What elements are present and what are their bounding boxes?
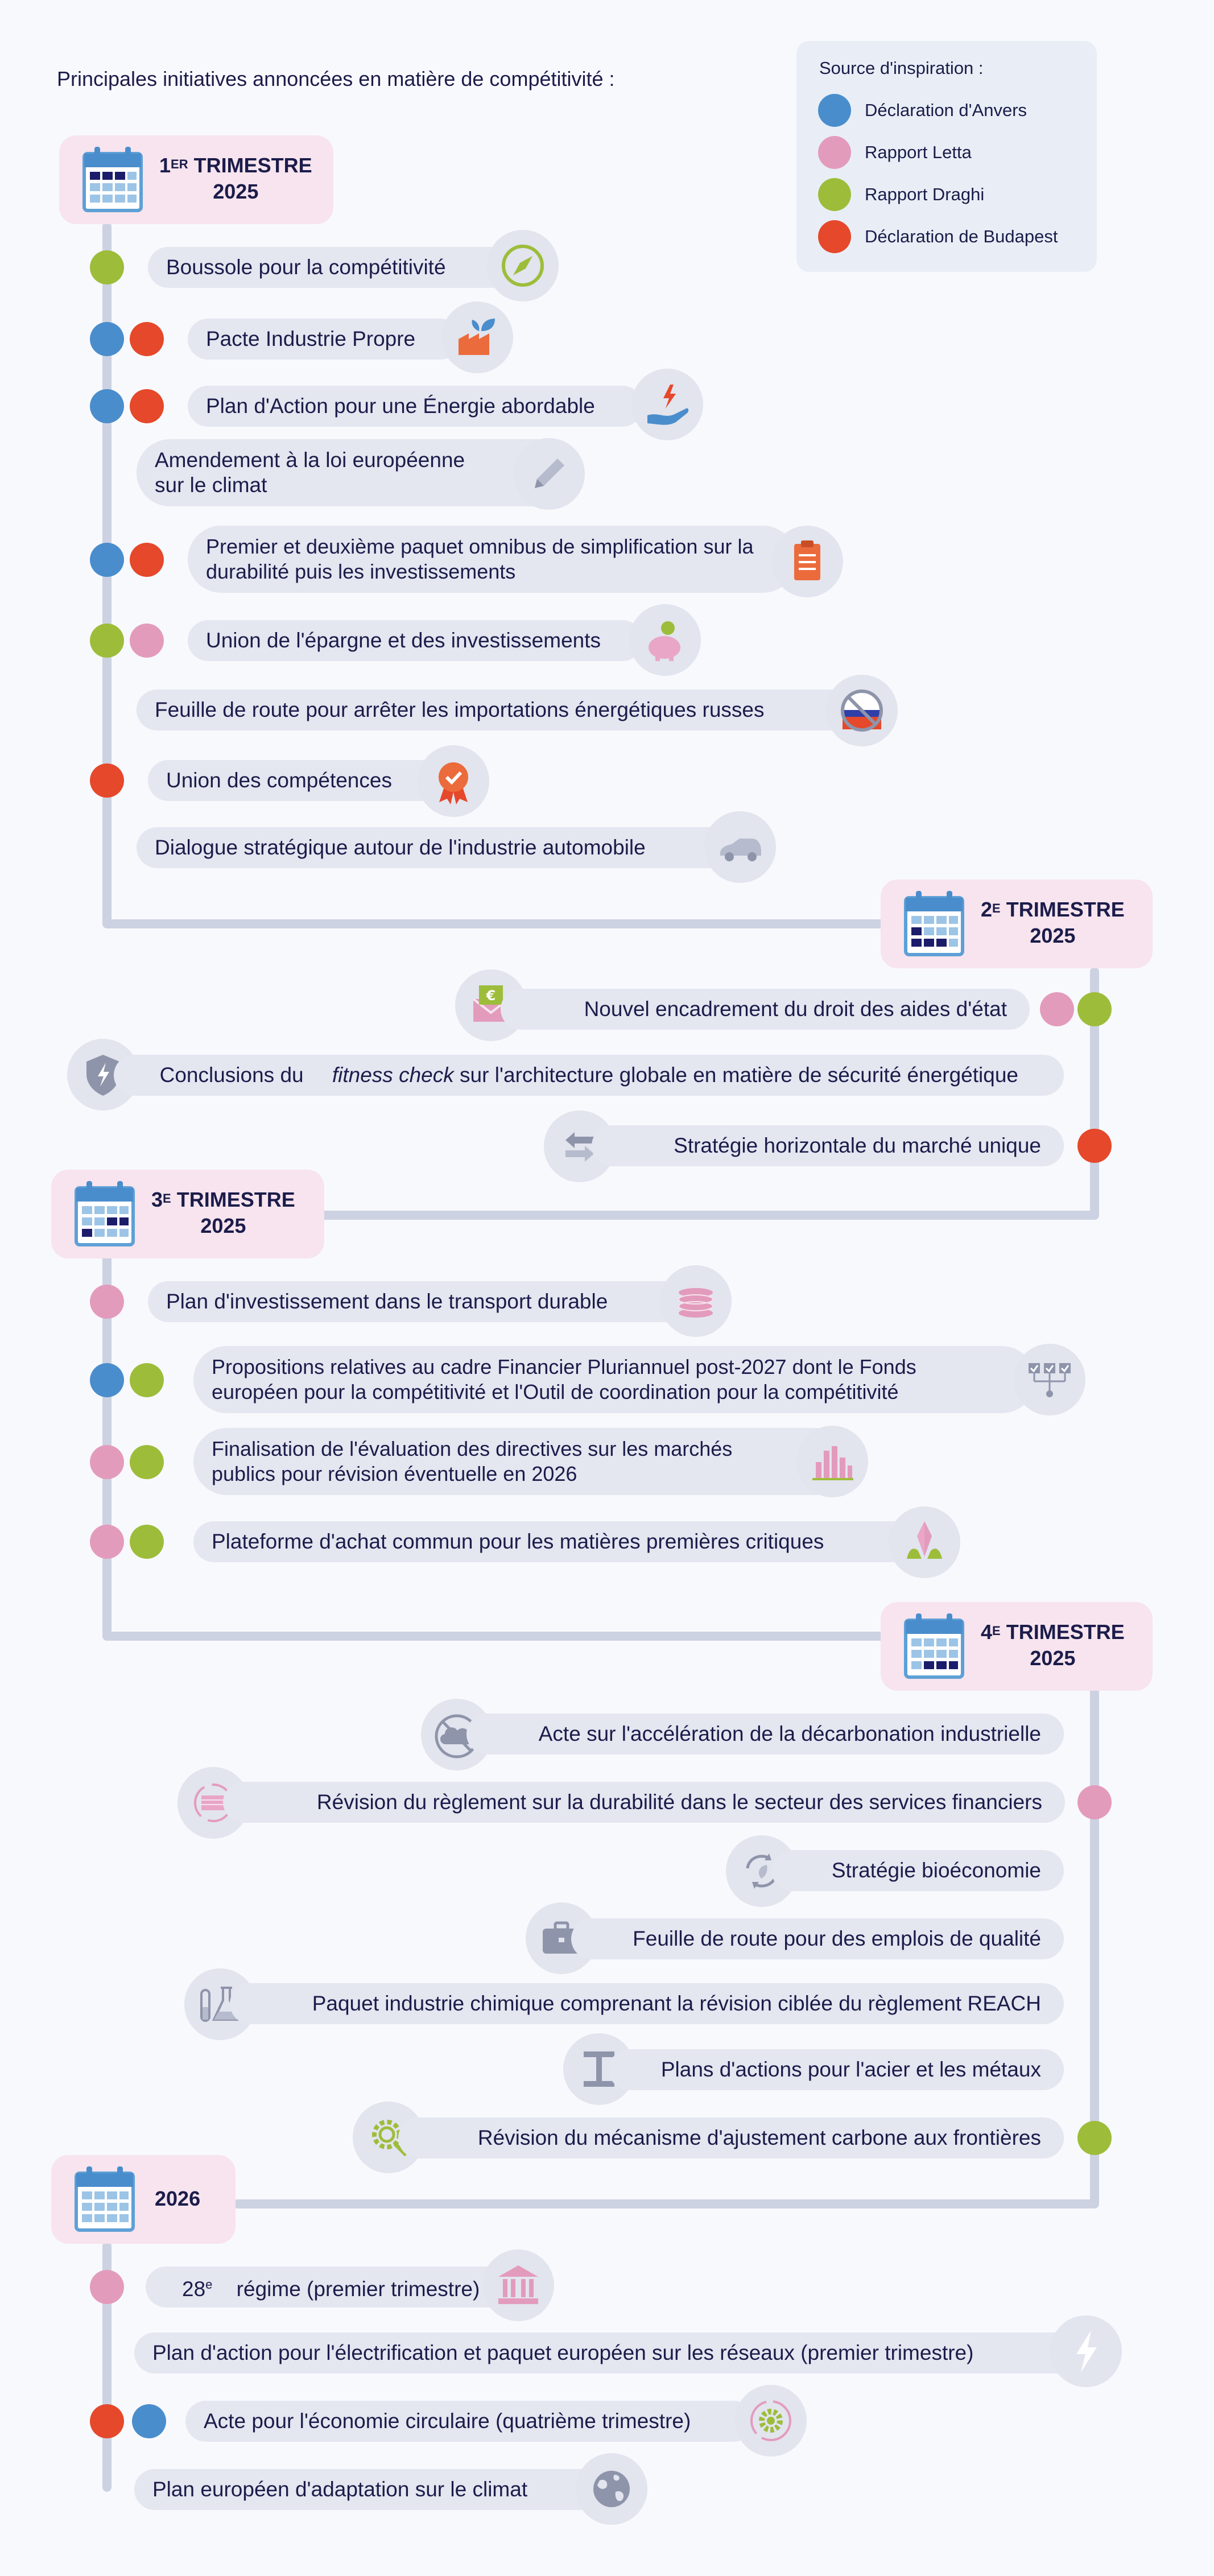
initiative-pill: Révision du mécanisme d'ajustement carbone aux frontières <box>398 2117 1064 2158</box>
pencil-icon <box>513 438 585 510</box>
source-dot-budapest <box>90 2404 124 2438</box>
clipboard-icon <box>771 526 843 597</box>
source-dot-budapest <box>130 543 164 577</box>
source-dot-anvers <box>90 1363 124 1397</box>
checklist-network-icon <box>1014 1344 1085 1415</box>
source-dot-letta <box>90 1525 124 1559</box>
initiative-pill <box>114 1055 1064 1096</box>
initiative-label: Conclusions du fitness check sur l'architecture globale en matière de sécurité énergétique <box>159 1063 1018 1087</box>
globe-icon <box>576 2453 647 2525</box>
calendar-icon <box>74 1180 135 1247</box>
source-dot-letta <box>90 2270 124 2304</box>
source-dot-letta <box>90 1445 124 1479</box>
quarter-badge-q1 <box>59 135 333 224</box>
piggy-bank-icon <box>629 604 701 676</box>
initiative-pill: Propositions relatives au cadre Financier Pluriannuel post-2027 dont le Fonds européen pour la compétitivité et l'Outil de coordination pour la compétitivité <box>193 1346 1035 1413</box>
initiative-pill: Boussole pour la compétitivité <box>148 247 512 288</box>
lightning-icon <box>1050 2315 1122 2387</box>
legend-item-anvers <box>818 93 1027 127</box>
initiative-pill: Dialogue stratégique autour de l'industrie automobile <box>137 827 768 868</box>
svg-text:€: € <box>486 988 496 1004</box>
car-icon <box>704 811 776 883</box>
quarter-badge-q3 <box>51 1170 324 1258</box>
initiative-pill: Plateforme d'achat commun pour les matières premières critiques <box>193 1521 944 1562</box>
initiative-pill: Plan d'Action pour une Énergie abordable <box>188 386 643 427</box>
source-dot-draghi <box>90 250 124 284</box>
initiative-pill: Feuille de route pour des emplois de qualité <box>571 1918 1064 1959</box>
legend-item-draghi <box>818 177 984 212</box>
legend-swatch <box>818 136 851 169</box>
initiative-pill: Amendement à la loi européenne sur le climat <box>137 439 575 506</box>
initiative-pill: Premier et deuxième paquet omnibus de simplification sur la durabilité puis les investissements <box>188 526 796 593</box>
legend <box>796 41 1097 272</box>
intro-heading: Principales initiatives annoncées en matière de compétitivité : <box>57 67 615 90</box>
initiative-label: 28e régime (premier trimestre) <box>182 2277 480 2301</box>
bar-chart-icon <box>796 1426 868 1497</box>
russia-flag-ban-icon <box>826 675 898 746</box>
legend-label: Déclaration d'Anvers <box>865 100 1027 120</box>
legend-label: Rapport Draghi <box>865 184 985 204</box>
quarter-badge-q2 <box>881 880 1153 968</box>
initiative-pill: Nouvel encadrement du droit des aides d'état <box>501 989 1030 1030</box>
source-dot-budapest <box>130 322 164 356</box>
energy-hand-icon <box>631 369 703 440</box>
source-dot-draghi <box>90 624 124 658</box>
quarter-label: 1ER TRIMESTRE 2025 <box>159 154 312 203</box>
source-dot-anvers <box>90 322 124 356</box>
timeline-line <box>319 1211 1099 1220</box>
legend-item-letta <box>818 135 972 170</box>
coins-icon <box>660 1265 732 1337</box>
quarter-label: $2^E$ TRIMESTRE 2025 <box>981 898 1125 947</box>
timeline-line <box>233 2199 1099 2208</box>
legend-swatch <box>818 220 851 253</box>
timeline-line <box>102 1632 887 1641</box>
source-dot-draghi <box>1077 992 1112 1026</box>
initiative-pill: Pacte Industrie Propre <box>188 319 461 360</box>
initiative-pill: Plan d'action pour l'électrification et paquet européen sur les réseaux (premier trimestre) <box>134 2333 1101 2373</box>
quarter-label: $3^E$ TRIMESTRE 2025 <box>151 1188 295 1237</box>
timeline-line <box>102 919 887 928</box>
initiative-pill: Union des compétences <box>148 760 466 801</box>
source-dot-draghi <box>130 1363 164 1397</box>
factory-icon <box>441 302 513 373</box>
compass-icon <box>487 230 559 302</box>
initiative-pill: Paquet industrie chimique comprenant la révision ciblée du règlement REACH <box>230 1983 1064 2024</box>
quarter-badge-q4 <box>881 1602 1153 1691</box>
source-dot-budapest <box>1077 1129 1112 1163</box>
source-dot-letta <box>1077 1785 1112 1819</box>
gear-cycle-icon <box>735 2385 807 2457</box>
source-dot-draghi <box>130 1445 164 1479</box>
legend-swatch <box>818 94 851 127</box>
initiative-pill: Plan d'investissement dans le transport durable <box>148 1281 694 1322</box>
legend-swatch <box>818 178 851 211</box>
source-dot-budapest <box>90 763 124 798</box>
calendar-icon <box>903 1612 965 1679</box>
quarter-label: 2026 <box>155 2187 201 2210</box>
source-dot-anvers <box>90 543 124 577</box>
quarter-badge-2026 <box>51 2155 236 2244</box>
initiative-pill: Stratégie bioéconomie <box>771 1850 1064 1891</box>
legend-title: Source d'inspiration : <box>819 58 984 78</box>
source-dot-draghi <box>130 1525 164 1559</box>
initiative-pill <box>146 2267 510 2307</box>
initiative-pill: Acte pour l'économie circulaire (quatrième trimestre) <box>185 2401 754 2442</box>
initiative-pill: Finalisation de l'évaluation des directives sur les marchés publics pour révision éventuelle en 2026 <box>193 1428 848 1495</box>
source-dot-anvers <box>132 2404 166 2438</box>
source-dot-anvers <box>90 389 124 423</box>
initiative-pill: Acte sur l'accélération de la décarbonation industrielle <box>466 1714 1064 1755</box>
initiative-pill: Stratégie horizontale du marché unique <box>592 1125 1064 1166</box>
legend-item-budapest <box>818 220 1058 254</box>
legend-label: Rapport Letta <box>865 142 972 162</box>
source-dot-draghi <box>1077 2121 1112 2155</box>
calendar-icon <box>74 2165 135 2232</box>
source-dot-letta <box>90 1285 124 1319</box>
award-icon <box>418 745 489 817</box>
initiative-pill: Plan européen d'adaptation sur le climat <box>134 2469 635 2510</box>
source-dot-letta <box>1040 992 1074 1026</box>
source-dot-budapest <box>130 389 164 423</box>
crystal-icon <box>889 1506 960 1578</box>
source-dot-letta <box>130 624 164 658</box>
legend-label: Déclaration de Budapest <box>865 226 1058 246</box>
initiative-pill: Union de l'épargne et des investissements <box>188 620 643 661</box>
initiative-pill: Feuille de route pour arrêter les importations énergétiques russes <box>137 690 876 730</box>
initiative-pill: Révision du règlement sur la durabilité dans le secteur des services financiers <box>223 1782 1065 1823</box>
calendar-icon <box>82 146 143 213</box>
institution-icon <box>482 2249 554 2321</box>
quarter-label: $4^E$ TRIMESTRE 2025 <box>981 1620 1125 1670</box>
calendar-icon <box>903 890 965 957</box>
initiative-pill: Plans d'actions pour l'acier et les métaux <box>609 2049 1064 2090</box>
